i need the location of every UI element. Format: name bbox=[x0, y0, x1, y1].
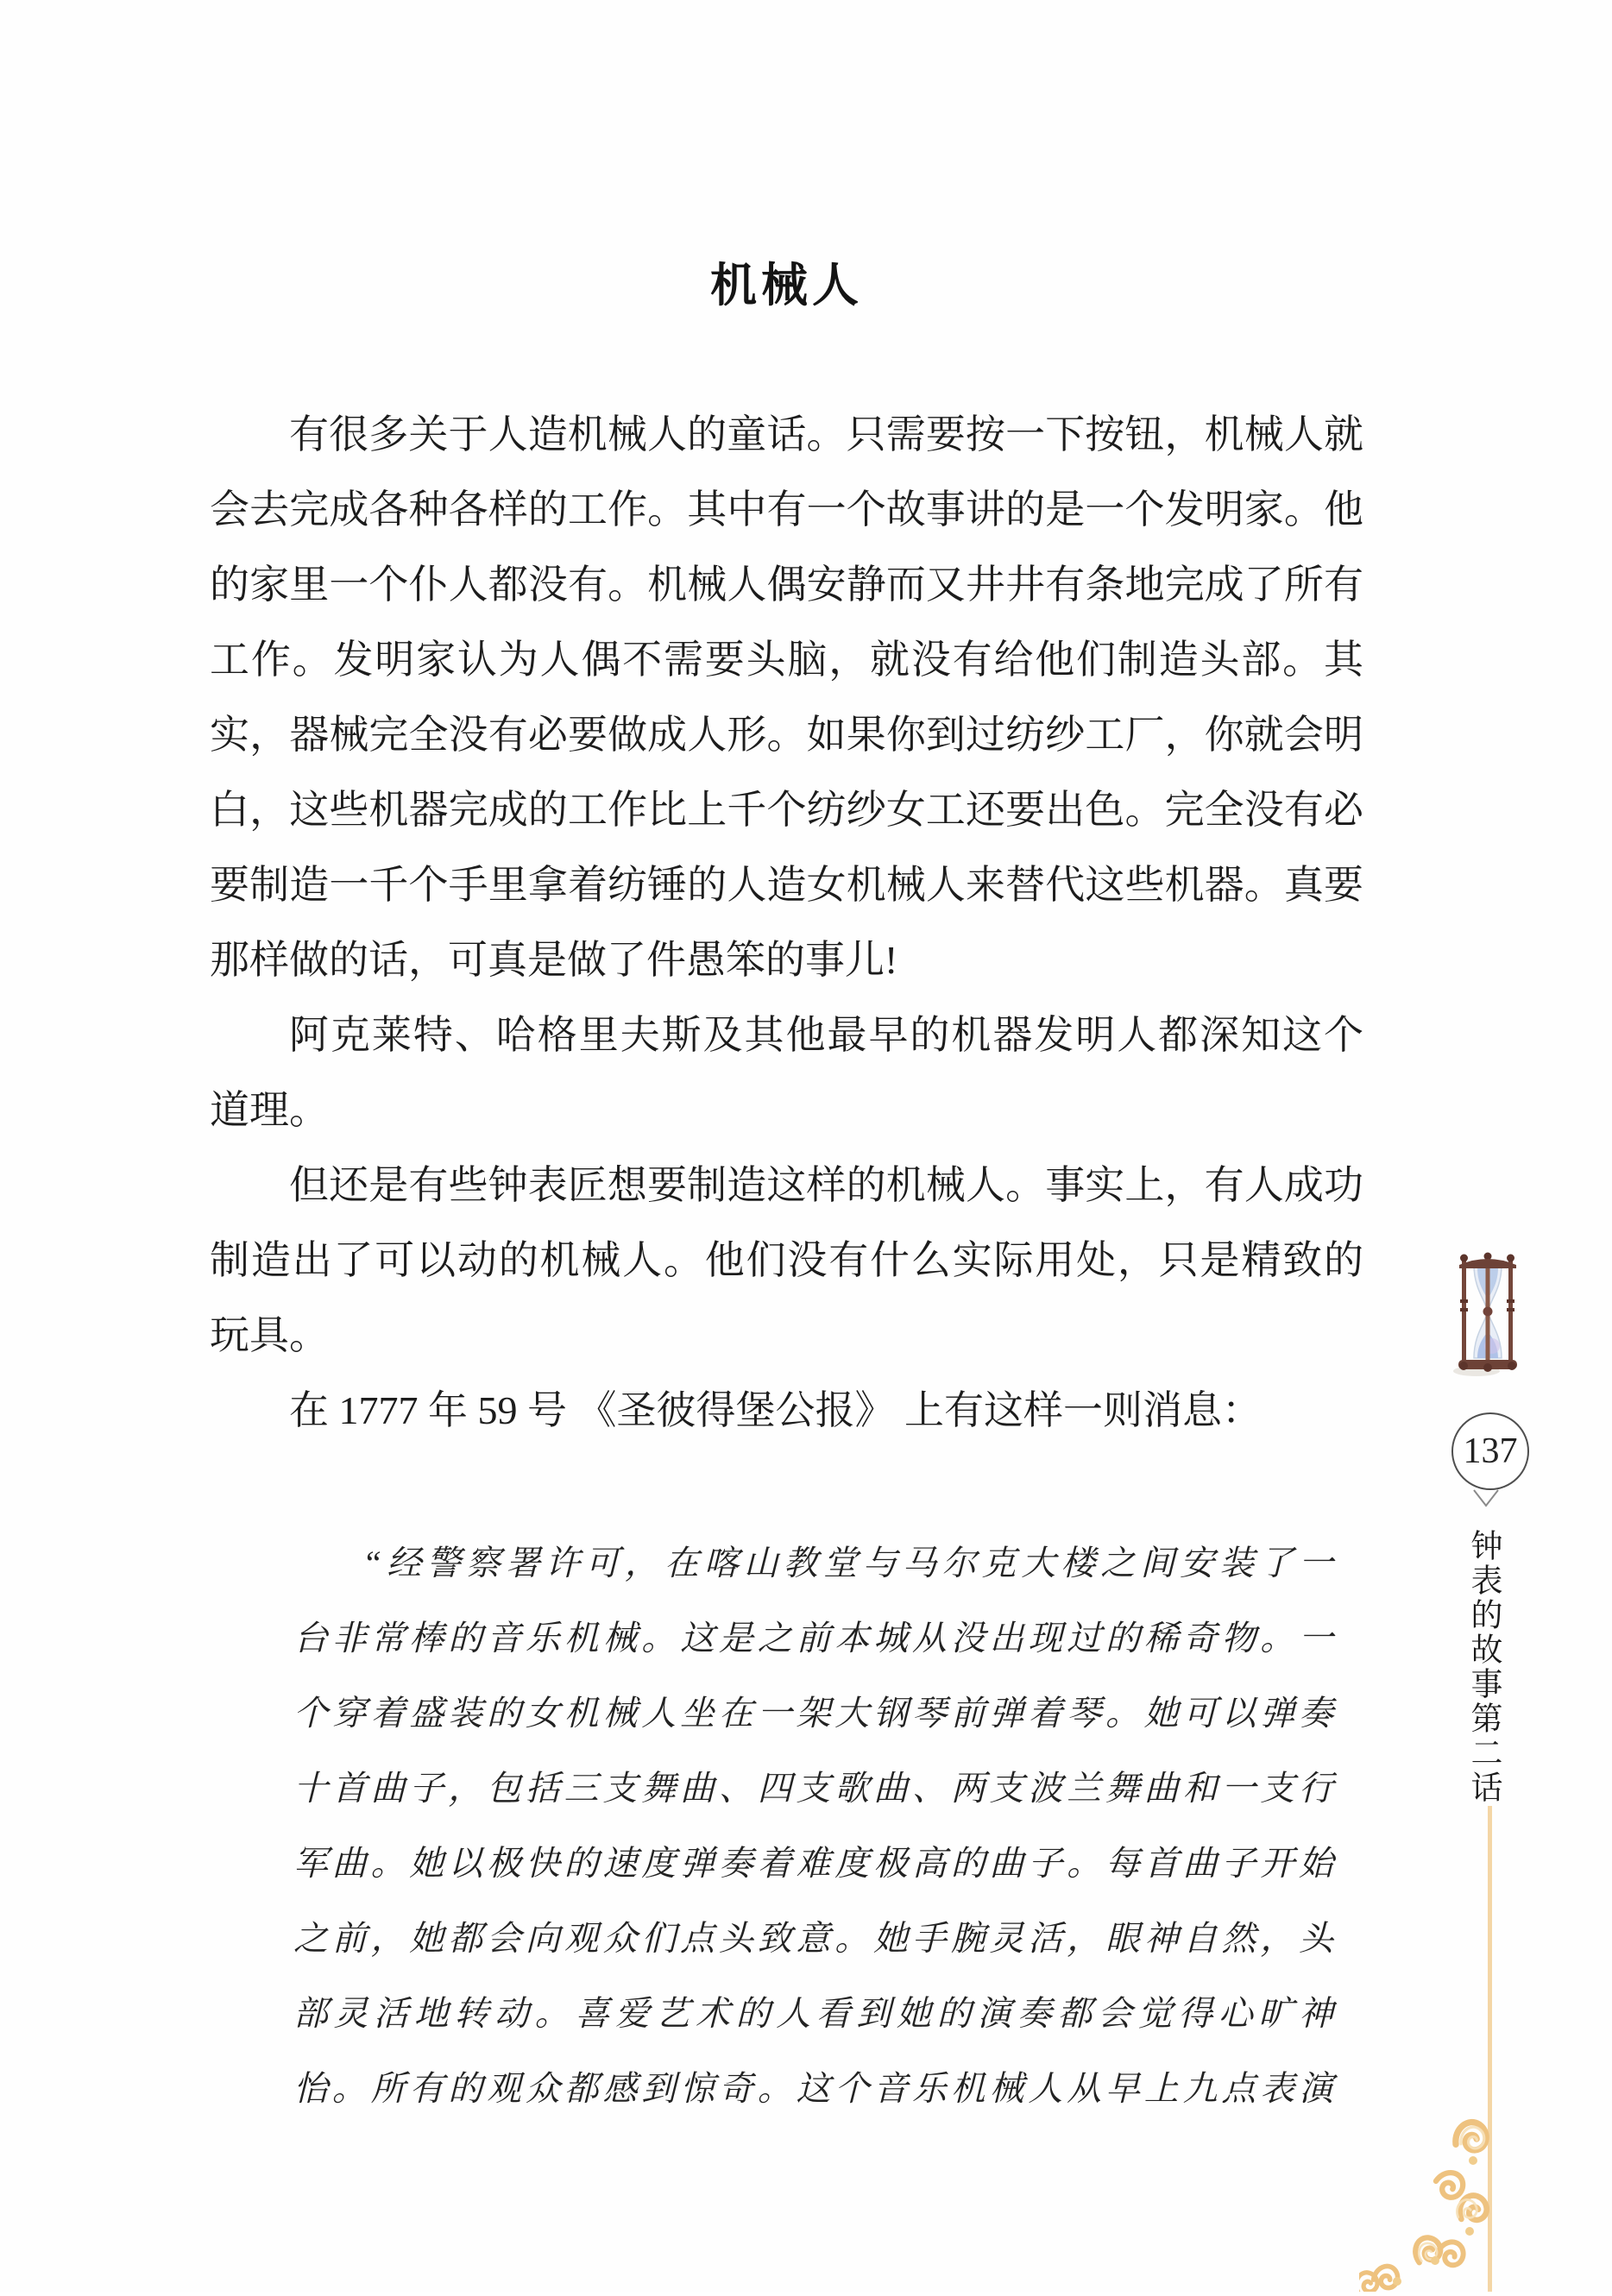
hourglass-icon bbox=[1452, 1249, 1523, 1377]
body-line: 道理。 bbox=[210, 1088, 329, 1132]
badge-tail-icon bbox=[1471, 1489, 1501, 1508]
quote-line: 十首曲子，包括三支舞曲、四支歌曲、两支波兰舞曲和一支行 bbox=[293, 1769, 1333, 1808]
body-line: 阿克莱特、哈格里夫斯及其他最早的机器发明人都深知这个 bbox=[289, 1013, 1363, 1057]
body-line: 会去完成各种各样的工作。其中有一个故事讲的是一个发明家。他 bbox=[210, 488, 1363, 532]
body-line: 但还是有些钟表匠想要制造这样的机械人。事实上，有人成功 bbox=[289, 1163, 1363, 1207]
body-line: 玩具。 bbox=[210, 1313, 329, 1357]
body-line: 制造出了可以动的机械人。他们没有什么实际用处，只是精致的 bbox=[210, 1238, 1363, 1282]
corner-ornament bbox=[1359, 2116, 1490, 2292]
body-line: 实，器械完全没有必要做成人形。如果你到过纺纱工厂，你就会明 bbox=[210, 713, 1363, 757]
quote-line: 之前，她都会向观众们点头致意。她手腕灵活，眼神自然，头 bbox=[293, 1919, 1333, 1958]
quote-line: 部灵活地转动。喜爱艺术的人看到她的演奏都会觉得心旷神 bbox=[293, 1994, 1333, 2033]
body-line: 那样做的话，可真是做了件愚笨的事儿! bbox=[210, 938, 898, 982]
book-title: 钟表的故事 bbox=[1465, 1529, 1501, 1702]
quote-line: 怡。所有的观众都感到惊奇。这个音乐机械人从早上九点表演 bbox=[293, 2069, 1333, 2108]
body-line: 工作。发明家认为人偶不需要头脑，就没有给他们制造头部。其 bbox=[210, 638, 1363, 682]
quote-line: 个穿着盛装的女机械人坐在一架大钢琴前弹着琴。她可以弹奏 bbox=[293, 1694, 1333, 1733]
body-text bbox=[210, 397, 1363, 1448]
newspaper-quote bbox=[293, 1525, 1333, 2126]
body-line: 要制造一千个手里拿着纺锤的人造女机械人来替代这些机器。真要 bbox=[210, 863, 1363, 907]
quote-line: “经警察署许可，在喀山教堂与马尔克大楼之间安装了一 bbox=[362, 1544, 1333, 1582]
quote-line: 台非常棒的音乐机械。这是之前本城从没出现过的稀奇物。一 bbox=[293, 1619, 1333, 1658]
page-number-badge bbox=[1451, 1412, 1529, 1490]
body-line: 有很多关于人造机械人的童话。只需要按一下按钮，机械人就 bbox=[289, 412, 1363, 456]
sidebar-book-title bbox=[1465, 1529, 1506, 2047]
quote-line: 军曲。她以极快的速度弹奏着难度极高的曲子。每首曲子开始 bbox=[293, 1844, 1333, 1883]
chapter-label: 第二话 bbox=[1465, 1702, 1501, 1805]
body-line: 的家里一个仆人都没有。机械人偶安静而又井井有条地完成了所有 bbox=[210, 563, 1363, 607]
body-line: 在 1777 年 59 号 《圣彼得堡公报》 上有这样一则消息： bbox=[289, 1388, 1262, 1432]
body-line: 白，这些机器完成的工作比上千个纺纱女工还要出色。完全没有必 bbox=[210, 788, 1363, 832]
page-number: 137 bbox=[1463, 1431, 1518, 1471]
page-title: 机械人 bbox=[710, 260, 863, 311]
